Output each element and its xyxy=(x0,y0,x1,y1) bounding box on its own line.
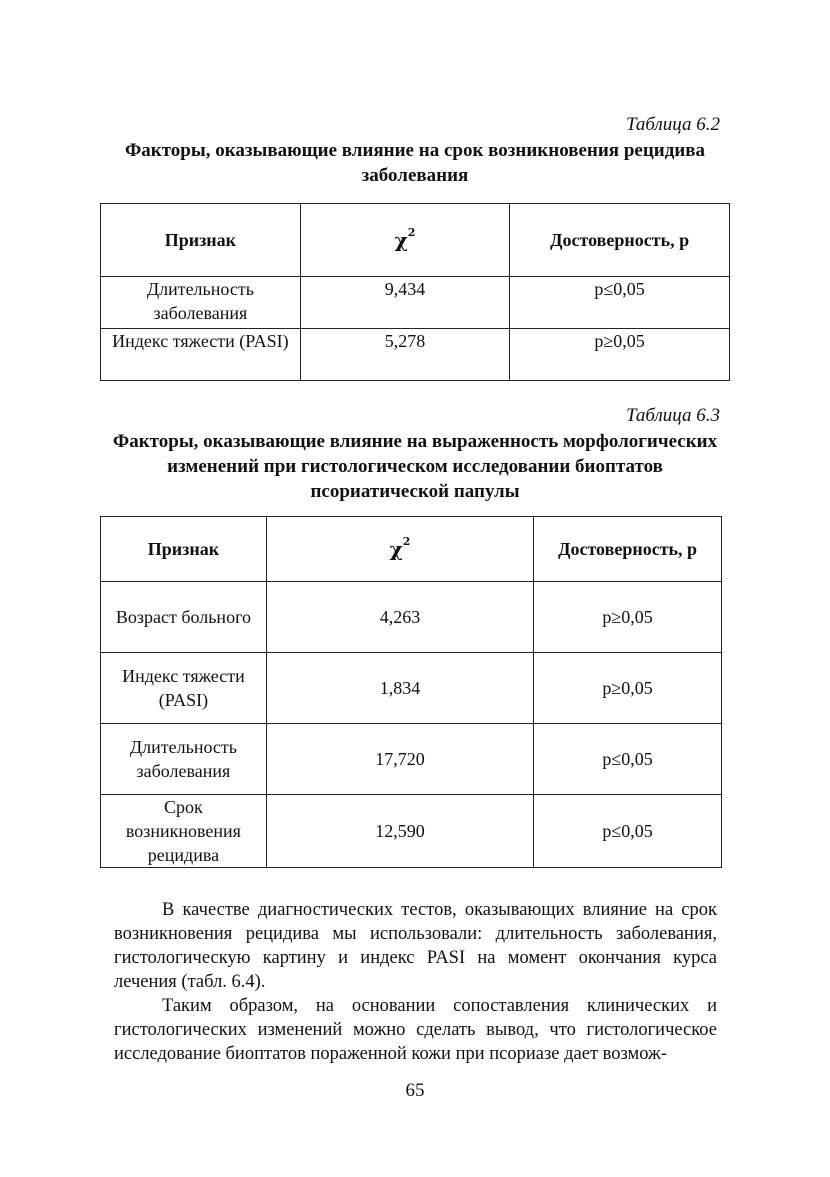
table-6-2-title: Факторы, оказывающие влияние на срок возникновения рецидива заболевания xyxy=(124,140,706,186)
cell-p-value: р≥0,05 xyxy=(534,582,722,653)
cell-p-value: р≥0,05 xyxy=(510,329,730,381)
page-number: 65 xyxy=(405,1080,425,1101)
table-6-2-label: Таблица 6.2 xyxy=(626,114,720,135)
cell-feature: Длительность заболевания xyxy=(101,277,301,329)
cell-chi-value: 9,434 xyxy=(300,277,510,329)
header-significance: Достоверность, р xyxy=(510,204,730,277)
header-significance: Достоверность, р xyxy=(534,517,722,582)
body-paragraph-2: Таким образом, на основании сопоставления клинических и гистологических изменений можно сделать вывод, что гистологическое исследование биоптатов пораженной кожи при псориазе дает возмож- xyxy=(114,996,717,1064)
cell-feature: Индекс тяжести (PASI) xyxy=(101,329,301,381)
table-6-3-title: Факторы, оказывающие влияние на выраженность морфологических изменений при гистологическом исследовании биоптатов псориатической папулы xyxy=(112,431,718,502)
cell-chi-value: 12,590 xyxy=(266,795,533,868)
table-row xyxy=(101,653,722,724)
cell-p-value: р≤0,05 xyxy=(534,795,722,868)
table-row xyxy=(101,277,730,329)
table-row xyxy=(101,329,730,381)
cell-feature: Возраст больного xyxy=(101,582,267,653)
cell-p-value: р≤0,05 xyxy=(510,277,730,329)
cell-chi-value: 4,263 xyxy=(266,582,533,653)
table-6-3-label: Таблица 6.3 xyxy=(626,405,720,426)
table-header-row xyxy=(101,517,722,582)
header-chi-square: $\chi^2$ xyxy=(300,204,510,277)
table-row xyxy=(101,582,722,653)
table-header-row xyxy=(101,204,730,277)
table-6-2 xyxy=(100,203,730,381)
cell-p-value: р≥0,05 xyxy=(534,653,722,724)
cell-feature: Длительность заболевания xyxy=(101,724,267,795)
header-feature: Признак xyxy=(101,517,267,582)
cell-feature: Срок возникновения рецидива xyxy=(101,795,267,868)
cell-p-value: р≤0,05 xyxy=(534,724,722,795)
cell-chi-value: 5,278 xyxy=(300,329,510,381)
table-row xyxy=(101,795,722,868)
header-feature: Признак xyxy=(101,204,301,277)
cell-feature: Индекс тяжести (PASI) xyxy=(101,653,267,724)
table-row xyxy=(101,724,722,795)
header-chi-square: $\chi^2$ xyxy=(266,517,533,582)
table-6-3 xyxy=(100,516,722,868)
cell-chi-value: 1,834 xyxy=(266,653,533,724)
cell-chi-value: 17,720 xyxy=(266,724,533,795)
body-paragraph-1: В качестве диагностических тестов, оказывающих влияние на срок возникновения рецидива мы использовали: длительность заболевания, гистологическую картину и индекс PASI на момент окончания курса лечения (табл. 6.4). xyxy=(114,900,717,992)
